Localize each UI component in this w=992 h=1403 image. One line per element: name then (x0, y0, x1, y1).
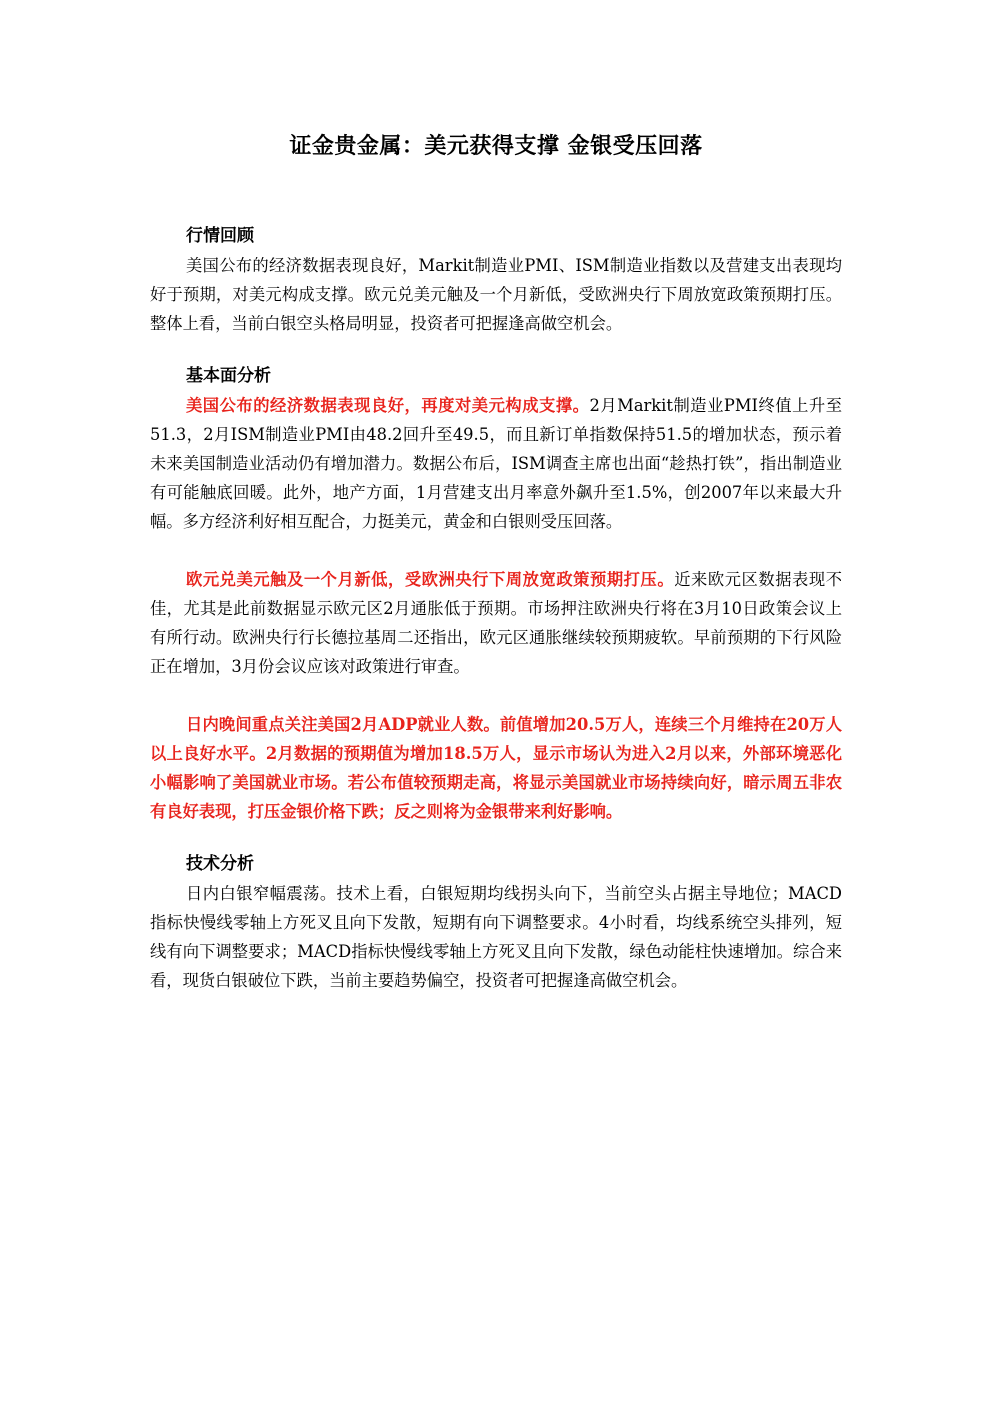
highlight-text: 美国公布的经济数据表现良好，再度对美元构成支撑。 (186, 396, 590, 415)
section-technical-analysis (150, 850, 842, 995)
document-body (150, 222, 842, 995)
section-heading-market-review: 行情回顾 (186, 226, 254, 246)
spacer (150, 826, 842, 850)
document-title: 证金贵金属：美元获得支撑 金银受压回落 (289, 133, 703, 159)
spacer (150, 338, 842, 362)
paragraph-market-review: 美国公布的经济数据表现良好，Markit制造业PMI、ISM制造业指数以及营建支出表现均好于预期，对美元构成支撑。欧元兑美元触及一个月新低，受欧洲央行下周放宽政策预期打压。整体上看，当前白银空头格局明显，投资者可把握逢高做空机会。 (150, 256, 842, 333)
body-text: 近来欧元区数据表现不佳，尤其是此前数据显示欧元区2月通胀低于预期。市场押注欧洲央行将在3月10日政策会议上有所行动。欧洲央行行长德拉基周二还指出，欧元区通胀继续较预期疲软。早前预期的下行风险正在增加，3月份会议应该对政策进行审查。 (150, 570, 842, 676)
body-text: 2月Markit制造业PMI终值上升至51.3，2月ISM制造业PMI由48.2回升至49.5，而且新订单指数保持51.5的增加状态，预示着未来美国制造业活动仍有增加潜力。数据公布后，ISM调查主席也出面“趁热打铁”，指出制造业有可能触底回暖。此外，地产方面，1月营建支出月率意外飙升至1.5%，创2007年以来最大升幅。多方经济利好相互配合，力挺美元，黄金和白银则受压回落。 (150, 396, 842, 531)
paragraph-fundamental-1 (150, 391, 842, 536)
spacer (150, 681, 842, 710)
section-fundamental-analysis (150, 362, 842, 826)
section-heading-technical-analysis: 技术分析 (186, 854, 254, 874)
section-heading-fundamental-analysis: 基本面分析 (186, 366, 271, 386)
highlight-text: 欧元兑美元触及一个月新低，受欧洲央行下周放宽政策预期打压。 (186, 570, 675, 589)
paragraph-technical: 日内白银窄幅震荡。技术上看，白银短期均线拐头向下，当前空头占据主导地位；MACD指标快慢线零轴上方死叉且向下发散，短期有向下调整要求。4小时看，均线系统空头排列，短线有向下调整要求；MACD指标快慢线零轴上方死叉且向下发散，绿色动能柱快速增加。综合来看，现货白银破位下跌，当前主要趋势偏空，投资者可把握逢高做空机会。 (150, 884, 842, 990)
section-market-review (150, 222, 842, 338)
paragraph-fundamental-2 (150, 565, 842, 681)
spacer (150, 536, 842, 565)
paragraph-fundamental-3: 日内晚间重点关注美国2月ADP就业人数。前值增加20.5万人，连续三个月维持在20万人以上良好水平。2月数据的预期值为增加18.5万人，显示市场认为进入2月以来，外部环境恶化小幅影响了美国就业市场。若公布值较预期走高，将显示美国就业市场持续向好，暗示周五非农有良好表现，打压金银价格下跌；反之则将为金银带来利好影响。 (150, 715, 842, 821)
